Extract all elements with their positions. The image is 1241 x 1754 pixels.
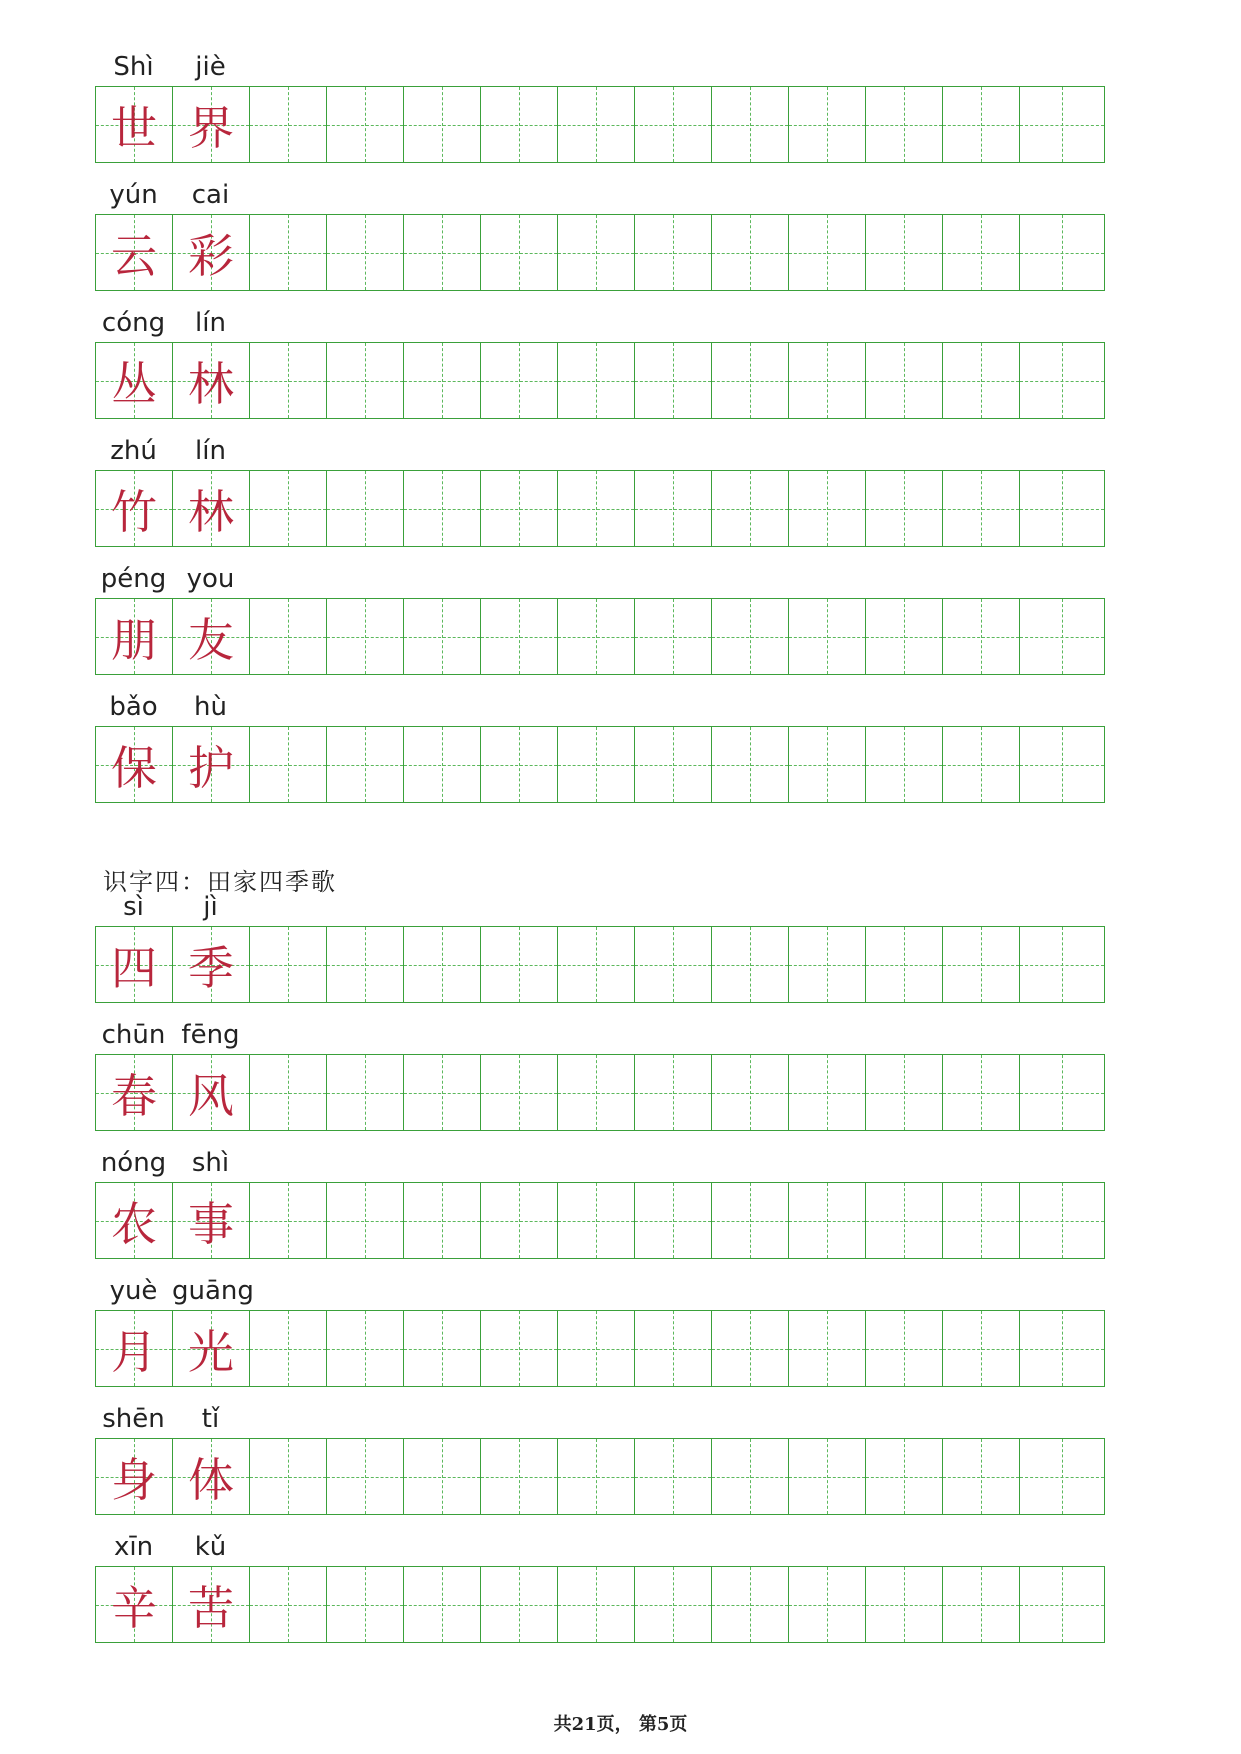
model-character: 月 xyxy=(111,1324,157,1379)
practice-cell[interactable] xyxy=(866,343,943,418)
model-character-cell xyxy=(173,1567,250,1642)
pinyin-row xyxy=(95,306,1105,342)
practice-cell[interactable] xyxy=(712,727,789,802)
practice-cell[interactable] xyxy=(1020,599,1104,674)
model-character-cell xyxy=(96,1183,173,1258)
pinyin-row xyxy=(95,690,1105,726)
model-character: 云 xyxy=(111,228,157,283)
practice-cell[interactable] xyxy=(635,1567,712,1642)
practice-cell[interactable] xyxy=(866,1567,943,1642)
word-block xyxy=(95,306,1105,419)
word-block xyxy=(95,1146,1105,1259)
practice-cell[interactable] xyxy=(943,1055,1020,1130)
model-character-cell xyxy=(96,87,173,162)
pinyin-label: bǎo xyxy=(109,692,158,722)
practice-cell[interactable] xyxy=(404,215,481,290)
model-character-cell xyxy=(96,343,173,418)
practice-cell[interactable] xyxy=(558,1183,635,1258)
practice-cell[interactable] xyxy=(943,1567,1020,1642)
practice-cell[interactable] xyxy=(250,599,327,674)
practice-cell[interactable] xyxy=(943,927,1020,1002)
practice-cell[interactable] xyxy=(943,87,1020,162)
pinyin-label: fēng xyxy=(181,1020,240,1050)
practice-cell[interactable] xyxy=(712,1311,789,1386)
model-character-cell xyxy=(173,599,250,674)
model-character: 农 xyxy=(111,1196,157,1251)
model-character-cell xyxy=(173,215,250,290)
model-character: 林 xyxy=(188,484,234,539)
practice-cell[interactable] xyxy=(712,1183,789,1258)
pinyin-label: Shì xyxy=(113,52,154,82)
practice-cell[interactable] xyxy=(866,599,943,674)
pinyin-label: tǐ xyxy=(201,1404,220,1434)
pinyin-row xyxy=(95,178,1105,214)
practice-cell[interactable] xyxy=(327,727,404,802)
practice-cell[interactable] xyxy=(635,215,712,290)
practice-cell[interactable] xyxy=(789,215,866,290)
practice-cell[interactable] xyxy=(558,215,635,290)
pinyin-label: cóng xyxy=(101,308,166,338)
model-character: 风 xyxy=(188,1068,234,1123)
practice-cell[interactable] xyxy=(404,343,481,418)
word-block xyxy=(95,1274,1105,1387)
model-character: 体 xyxy=(188,1452,234,1507)
practice-cell[interactable] xyxy=(250,1055,327,1130)
practice-cell[interactable] xyxy=(635,1311,712,1386)
practice-cell[interactable] xyxy=(712,599,789,674)
practice-cell[interactable] xyxy=(712,87,789,162)
word-block xyxy=(95,562,1105,675)
pinyin-label: nóng xyxy=(100,1148,167,1178)
practice-cell[interactable] xyxy=(327,1055,404,1130)
practice-cell[interactable] xyxy=(943,727,1020,802)
word-block xyxy=(95,890,1105,1003)
practice-cell[interactable] xyxy=(327,1183,404,1258)
model-character-cell xyxy=(96,927,173,1002)
practice-cell[interactable] xyxy=(481,215,558,290)
writing-grid xyxy=(95,1310,1105,1387)
practice-cell[interactable] xyxy=(404,1311,481,1386)
practice-cell[interactable] xyxy=(558,1439,635,1514)
section-title: 识字四：田家四季歌 xyxy=(103,868,337,896)
word-block xyxy=(95,434,1105,547)
practice-cell[interactable] xyxy=(250,1311,327,1386)
model-character-cell xyxy=(96,1567,173,1642)
practice-cell[interactable] xyxy=(481,1183,558,1258)
model-character: 丛 xyxy=(111,356,157,411)
pinyin-label: jì xyxy=(203,892,218,922)
model-character: 保 xyxy=(111,740,157,795)
practice-cell[interactable] xyxy=(789,599,866,674)
practice-cell[interactable] xyxy=(1020,1183,1104,1258)
practice-cell[interactable] xyxy=(404,927,481,1002)
practice-cell[interactable] xyxy=(943,1311,1020,1386)
practice-cell[interactable] xyxy=(327,87,404,162)
practice-cell[interactable] xyxy=(558,927,635,1002)
practice-cell[interactable] xyxy=(789,927,866,1002)
model-character-cell xyxy=(173,727,250,802)
practice-cell[interactable] xyxy=(558,1567,635,1642)
model-character-cell xyxy=(173,1311,250,1386)
practice-cell[interactable] xyxy=(1020,343,1104,418)
practice-cell[interactable] xyxy=(481,927,558,1002)
practice-cell[interactable] xyxy=(558,343,635,418)
practice-cell[interactable] xyxy=(481,1311,558,1386)
practice-cell[interactable] xyxy=(404,1183,481,1258)
pinyin-row xyxy=(95,1402,1105,1438)
practice-cell[interactable] xyxy=(327,1567,404,1642)
word-block xyxy=(95,1018,1105,1131)
model-character-cell xyxy=(96,727,173,802)
practice-cell[interactable] xyxy=(250,343,327,418)
practice-cell[interactable] xyxy=(943,343,1020,418)
model-character: 身 xyxy=(111,1452,157,1507)
model-character-cell xyxy=(96,599,173,674)
practice-cell[interactable] xyxy=(327,1311,404,1386)
practice-cell[interactable] xyxy=(327,1439,404,1514)
practice-cell[interactable] xyxy=(1020,87,1104,162)
model-character: 光 xyxy=(188,1324,234,1379)
model-character-cell xyxy=(173,343,250,418)
practice-cell[interactable] xyxy=(481,87,558,162)
practice-cell[interactable] xyxy=(1020,727,1104,802)
pinyin-label: hù xyxy=(194,692,227,722)
practice-cell[interactable] xyxy=(404,599,481,674)
word-block xyxy=(95,178,1105,291)
model-character-cell xyxy=(173,927,250,1002)
practice-cell[interactable] xyxy=(635,599,712,674)
practice-cell[interactable] xyxy=(943,471,1020,546)
pinyin-label: cai xyxy=(191,180,230,210)
practice-cell[interactable] xyxy=(943,215,1020,290)
practice-cell[interactable] xyxy=(789,1439,866,1514)
practice-cell[interactable] xyxy=(481,727,558,802)
practice-cell[interactable] xyxy=(712,215,789,290)
practice-cell[interactable] xyxy=(789,1055,866,1130)
model-character: 世 xyxy=(111,100,157,155)
model-character: 林 xyxy=(188,356,234,411)
practice-cell[interactable] xyxy=(1020,1567,1104,1642)
pinyin-label: jiè xyxy=(195,52,226,82)
practice-cell[interactable] xyxy=(635,471,712,546)
practice-cell[interactable] xyxy=(250,87,327,162)
word-block xyxy=(95,1530,1105,1643)
pinyin-row xyxy=(95,50,1105,86)
model-character-cell xyxy=(173,1055,250,1130)
pinyin-label: chūn xyxy=(101,1020,166,1050)
practice-cell[interactable] xyxy=(789,1567,866,1642)
practice-cell[interactable] xyxy=(635,1183,712,1258)
pinyin-label: lín xyxy=(195,436,226,466)
pinyin-row xyxy=(95,1018,1105,1054)
practice-cell[interactable] xyxy=(1020,471,1104,546)
practice-cell[interactable] xyxy=(635,1055,712,1130)
pinyin-label: yún xyxy=(109,180,158,210)
practice-cell[interactable] xyxy=(327,343,404,418)
pinyin-label: guāng xyxy=(172,1276,254,1306)
practice-cell[interactable] xyxy=(635,727,712,802)
model-character: 事 xyxy=(188,1196,234,1251)
practice-cell[interactable] xyxy=(250,471,327,546)
practice-cell[interactable] xyxy=(635,927,712,1002)
practice-cell[interactable] xyxy=(250,215,327,290)
practice-cell[interactable] xyxy=(712,927,789,1002)
practice-cell[interactable] xyxy=(866,927,943,1002)
practice-cell[interactable] xyxy=(789,343,866,418)
practice-cell[interactable] xyxy=(866,1183,943,1258)
model-character-cell xyxy=(96,215,173,290)
practice-cell[interactable] xyxy=(866,1439,943,1514)
model-character-cell xyxy=(173,1439,250,1514)
writing-grid xyxy=(95,1182,1105,1259)
practice-cell[interactable] xyxy=(1020,1055,1104,1130)
practice-cell[interactable] xyxy=(404,1567,481,1642)
model-character: 朋 xyxy=(111,612,157,667)
writing-grid xyxy=(95,214,1105,291)
pinyin-label: kǔ xyxy=(194,1532,227,1562)
model-character: 春 xyxy=(111,1068,157,1123)
practice-cell[interactable] xyxy=(1020,927,1104,1002)
practice-cell[interactable] xyxy=(866,1311,943,1386)
model-character: 友 xyxy=(188,612,234,667)
practice-cell[interactable] xyxy=(250,1183,327,1258)
practice-cell[interactable] xyxy=(558,599,635,674)
practice-cell[interactable] xyxy=(250,927,327,1002)
practice-cell[interactable] xyxy=(404,471,481,546)
practice-cell[interactable] xyxy=(250,727,327,802)
practice-cell[interactable] xyxy=(712,471,789,546)
pinyin-row xyxy=(95,890,1105,926)
pinyin-label: zhú xyxy=(110,436,157,466)
model-character: 苦 xyxy=(188,1580,234,1635)
model-character: 季 xyxy=(188,940,234,995)
practice-cell[interactable] xyxy=(327,215,404,290)
practice-cell[interactable] xyxy=(250,1439,327,1514)
model-character-cell xyxy=(96,1055,173,1130)
practice-cell[interactable] xyxy=(1020,1311,1104,1386)
practice-cell[interactable] xyxy=(558,727,635,802)
practice-cell[interactable] xyxy=(558,87,635,162)
practice-cell[interactable] xyxy=(250,1567,327,1642)
model-character: 护 xyxy=(188,740,234,795)
practice-cell[interactable] xyxy=(712,1055,789,1130)
practice-cell[interactable] xyxy=(789,1183,866,1258)
practice-cell[interactable] xyxy=(943,599,1020,674)
practice-cell[interactable] xyxy=(712,1567,789,1642)
model-character: 辛 xyxy=(111,1580,157,1635)
practice-cell[interactable] xyxy=(866,87,943,162)
pinyin-row xyxy=(95,1146,1105,1182)
practice-cell[interactable] xyxy=(481,599,558,674)
practice-cell[interactable] xyxy=(481,343,558,418)
practice-cell[interactable] xyxy=(635,343,712,418)
practice-cell[interactable] xyxy=(1020,215,1104,290)
pinyin-label: shì xyxy=(191,1148,230,1178)
pinyin-label: péng xyxy=(100,564,167,594)
pinyin-row xyxy=(95,562,1105,598)
practice-cell[interactable] xyxy=(558,471,635,546)
practice-cell[interactable] xyxy=(558,1055,635,1130)
practice-cell[interactable] xyxy=(404,727,481,802)
writing-grid xyxy=(95,726,1105,803)
pinyin-label: xīn xyxy=(113,1532,154,1562)
writing-grid xyxy=(95,926,1105,1003)
practice-cell[interactable] xyxy=(404,87,481,162)
practice-cell[interactable] xyxy=(481,471,558,546)
word-block xyxy=(95,50,1105,163)
practice-cell[interactable] xyxy=(327,599,404,674)
writing-grid xyxy=(95,1438,1105,1515)
practice-cell[interactable] xyxy=(789,727,866,802)
word-block xyxy=(95,1402,1105,1515)
practice-cell[interactable] xyxy=(1020,1439,1104,1514)
practice-cell[interactable] xyxy=(943,1183,1020,1258)
writing-grid xyxy=(95,86,1105,163)
practice-cell[interactable] xyxy=(866,727,943,802)
pinyin-label: shēn xyxy=(102,1404,165,1434)
practice-cell[interactable] xyxy=(481,1439,558,1514)
writing-grid xyxy=(95,342,1105,419)
model-character-cell xyxy=(96,471,173,546)
practice-cell[interactable] xyxy=(943,1439,1020,1514)
practice-cell[interactable] xyxy=(404,1439,481,1514)
practice-cell[interactable] xyxy=(481,1567,558,1642)
practice-cell[interactable] xyxy=(635,87,712,162)
practice-cell[interactable] xyxy=(866,215,943,290)
pinyin-row xyxy=(95,1530,1105,1566)
model-character-cell xyxy=(96,1311,173,1386)
pinyin-label: you xyxy=(186,564,235,594)
pinyin-row xyxy=(95,1274,1105,1310)
page-footer: 共21页， 第5页 xyxy=(553,1714,688,1735)
model-character: 四 xyxy=(111,940,157,995)
practice-cell[interactable] xyxy=(635,1439,712,1514)
pinyin-label: yuè xyxy=(109,1276,158,1306)
practice-cell[interactable] xyxy=(789,471,866,546)
model-character-cell xyxy=(173,471,250,546)
practice-cell[interactable] xyxy=(327,471,404,546)
practice-cell[interactable] xyxy=(404,1055,481,1130)
pinyin-label: lín xyxy=(195,308,226,338)
model-character-cell xyxy=(173,1183,250,1258)
writing-grid xyxy=(95,598,1105,675)
writing-grid xyxy=(95,1566,1105,1643)
model-character-cell xyxy=(96,1439,173,1514)
pinyin-label: sì xyxy=(123,892,144,922)
word-block xyxy=(95,690,1105,803)
practice-cell[interactable] xyxy=(327,927,404,1002)
practice-cell[interactable] xyxy=(866,1055,943,1130)
practice-cell[interactable] xyxy=(712,343,789,418)
practice-cell[interactable] xyxy=(558,1311,635,1386)
practice-cell[interactable] xyxy=(481,1055,558,1130)
practice-cell[interactable] xyxy=(712,1439,789,1514)
pinyin-row xyxy=(95,434,1105,470)
model-character-cell xyxy=(173,87,250,162)
model-character: 界 xyxy=(188,100,234,155)
practice-cell[interactable] xyxy=(866,471,943,546)
model-character: 彩 xyxy=(188,228,234,283)
practice-cell[interactable] xyxy=(789,1311,866,1386)
writing-grid xyxy=(95,470,1105,547)
practice-cell[interactable] xyxy=(789,87,866,162)
model-character: 竹 xyxy=(111,484,157,539)
writing-grid xyxy=(95,1054,1105,1131)
